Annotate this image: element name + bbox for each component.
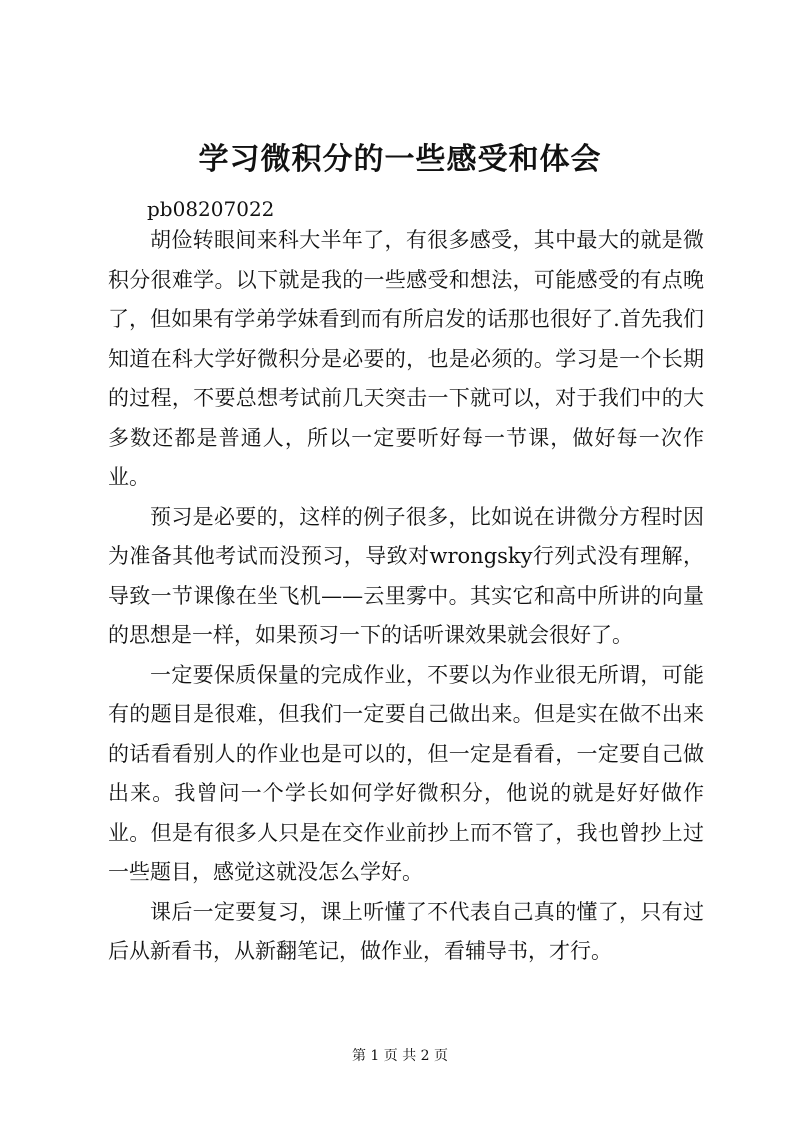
- page-footer: 第 1 页 共 2 页: [351, 1048, 449, 1064]
- paragraph-2: 预习是必要的，这样的例子很多，比如说在讲微分方程时因为准备其他考试而没预习，导致对wrongsky行列式没有理解，导致一节课像在坐飞机——云里雾中。其实它和高中所讲的向量的思想是一样，如果预习一下的话听课效果就会很好了。: [108, 504, 704, 647]
- paragraph-3: 一定要保质保量的完成作业，不要以为作业很无所谓，可能有的题目是很难，但我们一定要自己做出来。但是实在做不出来的话看看别人的作业也是可以的，但一定是看看，一定要自己做出来。我曾问一个学长如何学好微积分，他说的就是好好做作业。但是有很多人只是在交作业前抄上而不管了，我也曾抄上过一些题目，感觉这就没怎么学好。: [108, 662, 704, 884]
- document-body: [108, 221, 704, 972]
- paragraph-4: 课后一定要复习，课上听懂了不代表自己真的懂了，只有过后从新看书，从新翻笔记，做作业，看辅导书，才行。: [108, 899, 704, 963]
- paragraph-1: 胡俭转眼间来科大半年了，有很多感受，其中最大的就是微积分很难学。以下就是我的一些感受和想法，可能感受的有点晚了，但如果有学弟学妹看到而有所启发的话那也很好了.首先我们知道在科大学好微积分是必要的，也是必须的。学习是一个长期的过程，不要总想考试前几天突击一下就可以，对于我们中的大多数还都是普通人，所以一定要听好每一节课，做好每一次作业。: [108, 228, 704, 489]
- document-title: 学习微积分的一些感受和体会: [198, 142, 602, 177]
- author-id: pb08207022: [147, 197, 275, 221]
